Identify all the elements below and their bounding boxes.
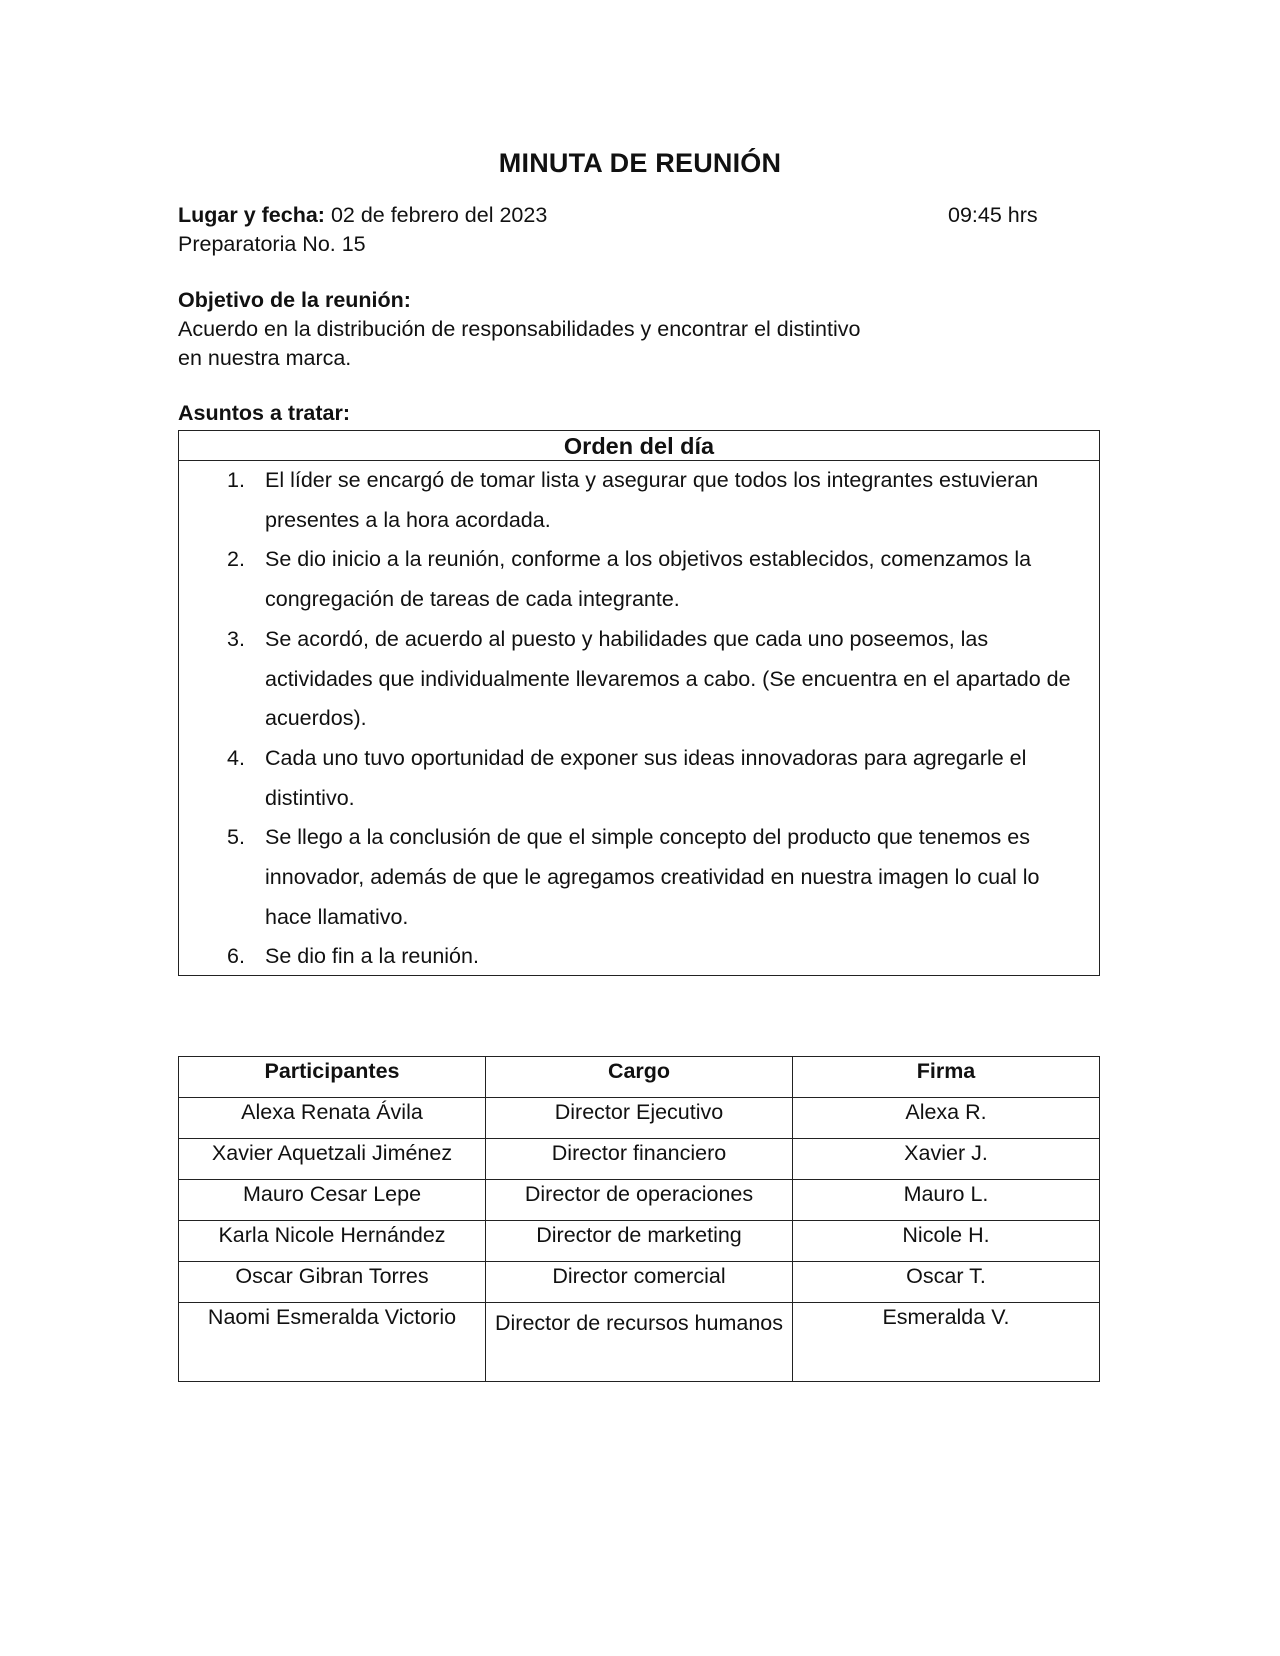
participant-signature: Esmeralda V. xyxy=(793,1303,1100,1382)
agenda-item-text: Se dio inicio a la reunión, conforme a los objetivos establecidos, comenzamos la congregación de tareas de cada integrante. xyxy=(265,547,1032,612)
document-title: MINUTA DE REUNIÓN xyxy=(498,148,782,178)
participant-name: Mauro Cesar Lepe xyxy=(179,1180,486,1221)
participant-role: Director Ejecutivo xyxy=(486,1098,793,1139)
agenda-item-text: Se llego a la conclusión de que el simple concepto del producto que tenemos es innovador, además de que le agregamos creatividad en nuestra imagen lo cual lo hace llamativo. xyxy=(265,825,1040,929)
participant-name: Xavier Aquetzali Jiménez xyxy=(179,1139,486,1180)
topics-label: Asuntos a tratar: xyxy=(178,401,351,425)
column-header-signature: Firma xyxy=(793,1057,1100,1098)
agenda-item-text: El líder se encargó de tomar lista y asegurar que todos los integrantes estuvieran presentes a la hora acordada. xyxy=(265,468,1039,532)
agenda-item xyxy=(179,540,1099,619)
meeting-place: Preparatoria No. 15 xyxy=(178,232,366,256)
place-date-line xyxy=(178,200,547,230)
objective-label: Objetivo de la reunión: xyxy=(178,288,411,312)
agenda-item-number: 6. xyxy=(227,944,245,969)
participant-name: Alexa Renata Ávila xyxy=(179,1098,486,1139)
agenda-item xyxy=(179,461,1099,540)
column-header-role: Cargo xyxy=(486,1057,793,1098)
table-row xyxy=(179,1139,1100,1180)
agenda-item-number: 4. xyxy=(227,745,245,770)
agenda-box xyxy=(178,430,1100,976)
objective-text-line: en nuestra marca. xyxy=(178,346,352,370)
agenda-item-number: 2. xyxy=(227,547,245,572)
participant-signature: Xavier J. xyxy=(793,1139,1100,1180)
participant-signature: Mauro L. xyxy=(793,1180,1100,1221)
place-date-label: Lugar y fecha: xyxy=(178,203,325,227)
agenda-item xyxy=(179,818,1099,937)
participant-role: Director de marketing xyxy=(486,1221,793,1262)
participants-table xyxy=(178,1056,1100,1382)
participant-signature: Alexa R. xyxy=(793,1098,1100,1139)
participant-signature: Oscar T. xyxy=(793,1262,1100,1303)
objective-text-line: Acuerdo en la distribución de responsabilidades y encontrar el distintivo xyxy=(178,317,861,341)
participant-name: Karla Nicole Hernández xyxy=(179,1221,486,1262)
meeting-time: 09:45 hrs xyxy=(948,203,1038,227)
agenda-item-number: 1. xyxy=(227,468,245,492)
agenda-header: Orden del día xyxy=(179,431,1099,461)
column-header-participants: Participantes xyxy=(179,1057,486,1098)
participant-role: Director de recursos humanos xyxy=(486,1303,793,1382)
table-row xyxy=(179,1303,1100,1382)
agenda-item-number: 3. xyxy=(227,626,245,651)
agenda-item-text: Se dio fin a la reunión. xyxy=(265,944,479,969)
table-row xyxy=(179,1180,1100,1221)
participant-name: Naomi Esmeralda Victorio xyxy=(179,1303,486,1382)
agenda-list xyxy=(179,461,1099,977)
agenda-item xyxy=(179,620,1099,739)
participant-signature: Nicole H. xyxy=(793,1221,1100,1262)
agenda-item xyxy=(179,739,1099,818)
agenda-item-text: Cada uno tuvo oportunidad de exponer sus ideas innovadoras para agregarle el distintivo. xyxy=(265,745,1027,810)
participant-role: Director de operaciones xyxy=(486,1180,793,1221)
agenda-item-number: 5. xyxy=(227,825,245,850)
participant-name: Oscar Gibran Torres xyxy=(179,1262,486,1303)
meeting-date: 02 de febrero del 2023 xyxy=(330,203,548,227)
agenda-item-text: Se acordó, de acuerdo al puesto y habilidades que cada uno poseemos, las actividades que individualmente llevaremos a cabo. (Se encuentra en el apartado de acuerdos). xyxy=(265,626,1071,731)
table-header-row xyxy=(179,1057,1100,1098)
agenda-item xyxy=(179,937,1099,977)
table-row xyxy=(179,1262,1100,1303)
table-row xyxy=(179,1221,1100,1262)
table-row xyxy=(179,1098,1100,1139)
participant-role: Director financiero xyxy=(486,1139,793,1180)
participant-role: Director comercial xyxy=(486,1262,793,1303)
